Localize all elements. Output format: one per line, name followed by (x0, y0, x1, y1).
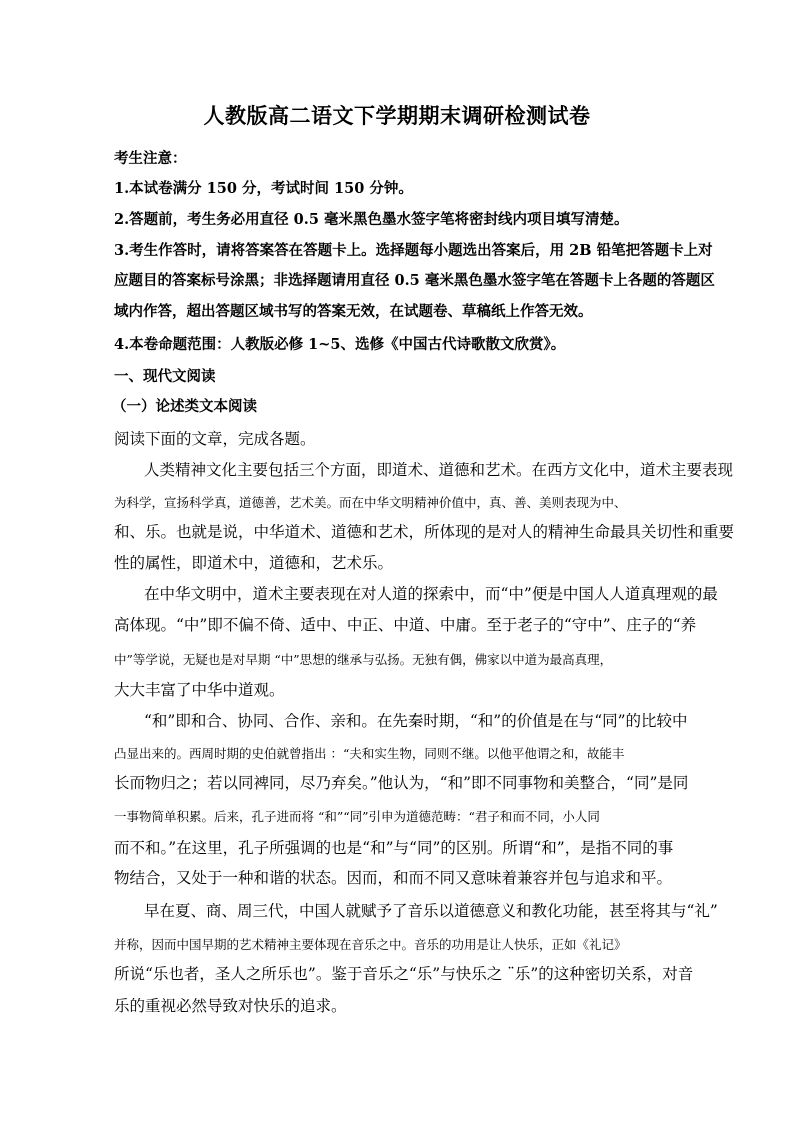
notice-item-4: 4.本卷命题范围：人教版必修 1~5、选修《中国古代诗歌散文欣赏》。 (114, 336, 566, 353)
paragraph-line: 在中华文明中，道术主要表现在对人道的探索中，而“中”便是中国人人道真理观的最 (144, 585, 718, 603)
notice-item-3-cont-2: 域内作答，超出答题区域书写的答案无效，在试题卷、草稿纸上作答无效。 (114, 303, 593, 320)
notice-item-3-cont-1: 应题目的答案标号涂黑；非选择题请用直径 0.5 毫米黑色墨水签字笔在答题卡上各题的答题区 (114, 272, 715, 289)
paragraph-line: 而不和。”在这里，孔子所强调的也是“和”与“同”的区别。所谓“和”，是指不同的事 (114, 839, 674, 857)
paragraph-line: 长而物归之；若以同裨同，尽乃弃矣。”他认为，“和”即不同事物和美整合，“同”是同 (114, 774, 689, 792)
paragraph-line: 早在夏、商、周三代，中国人就赋予了音乐以道德意义和教化功能，甚至将其与“礼” (144, 902, 718, 920)
paragraph-line: 大大丰富了中华中道观。 (114, 681, 285, 699)
paragraph-line: 一事物简单积累。后来，孔子进而将 “和”“同”引申为道德范畴：“君子和而不同，小人同 (114, 809, 600, 824)
paragraph-line: “和”即和合、协同、合作、亲和。在先秦时期，“和”的价值是在与“同”的比较中 (144, 712, 688, 730)
paragraph-line: 乐的重视必然导致对快乐的追求。 (114, 997, 347, 1015)
instruction: 阅读下面的文章，完成各题。 (114, 430, 316, 448)
section-heading: 一、现代文阅读 (114, 368, 216, 385)
paragraph-line: 为科学，宣扬科学真，道德善，艺术美。而在中华文明精神价值中，真、善、美则表现为中、 (114, 495, 627, 510)
subsection-heading: （一）论述类文本阅读 (112, 398, 257, 415)
paragraph-line: 凸显出来的。西周时期的史伯就曾指出 ：“夫和实生物，同则不继。以他平他谓之和，故能丰 (114, 746, 625, 761)
paragraph-line: 和、乐。也就是说，中华道术、道德和艺术，所体现的是对人的精神生命最具关切性和重要 (114, 523, 735, 541)
paragraph-line: 并称，因而中国早期的艺术精神主要体现在音乐之中。音乐的功用是让人快乐，正如《礼记》 (114, 937, 627, 952)
notice-item-2: 2.答题前，考生务必用直径 0.5 毫米黑色墨水签字笔将密封线内项目填写清楚。 (114, 211, 629, 228)
paragraph-line: 性的属性，即道术中，道德和，艺术乐。 (114, 554, 394, 572)
paragraph-line: 人类精神文化主要包括三个方面，即道术、道德和艺术。在西方文化中，道术主要表现 (144, 461, 734, 479)
paragraph-line: 所说“乐也者，圣人之所乐也”。鉴于音乐之“乐”与快乐之 ¨乐”的这种密切关系，对音 (114, 965, 694, 983)
paragraph-line: 中”等学说，无疑也是对早期 “中”思想的继承与弘扬。无独有偶，佛家以中道为最高真理， (114, 652, 613, 667)
notice-item-1: 1.本试卷满分 150 分，考试时间 150 分钟。 (114, 180, 413, 197)
paragraph-line: 高体现。“中”即不偏不倚、适中、中正、中道、中庸。至于老子的“守中”、庄子的“养 (114, 616, 697, 634)
document-title: 人教版高二语文下学期期末调研检测试卷 (203, 103, 591, 128)
paragraph-line: 物结合，又处于一种和谐的状态。因而，和而不同又意味着兼容并包与追求和平。 (114, 869, 673, 887)
notice-heading: 考生注意： (114, 150, 187, 167)
notice-item-3: 3.考生作答时，请将答案答在答题卡上。选择题每小题选出答案后，用 2B 铅笔把答题卡上对 (114, 242, 713, 259)
